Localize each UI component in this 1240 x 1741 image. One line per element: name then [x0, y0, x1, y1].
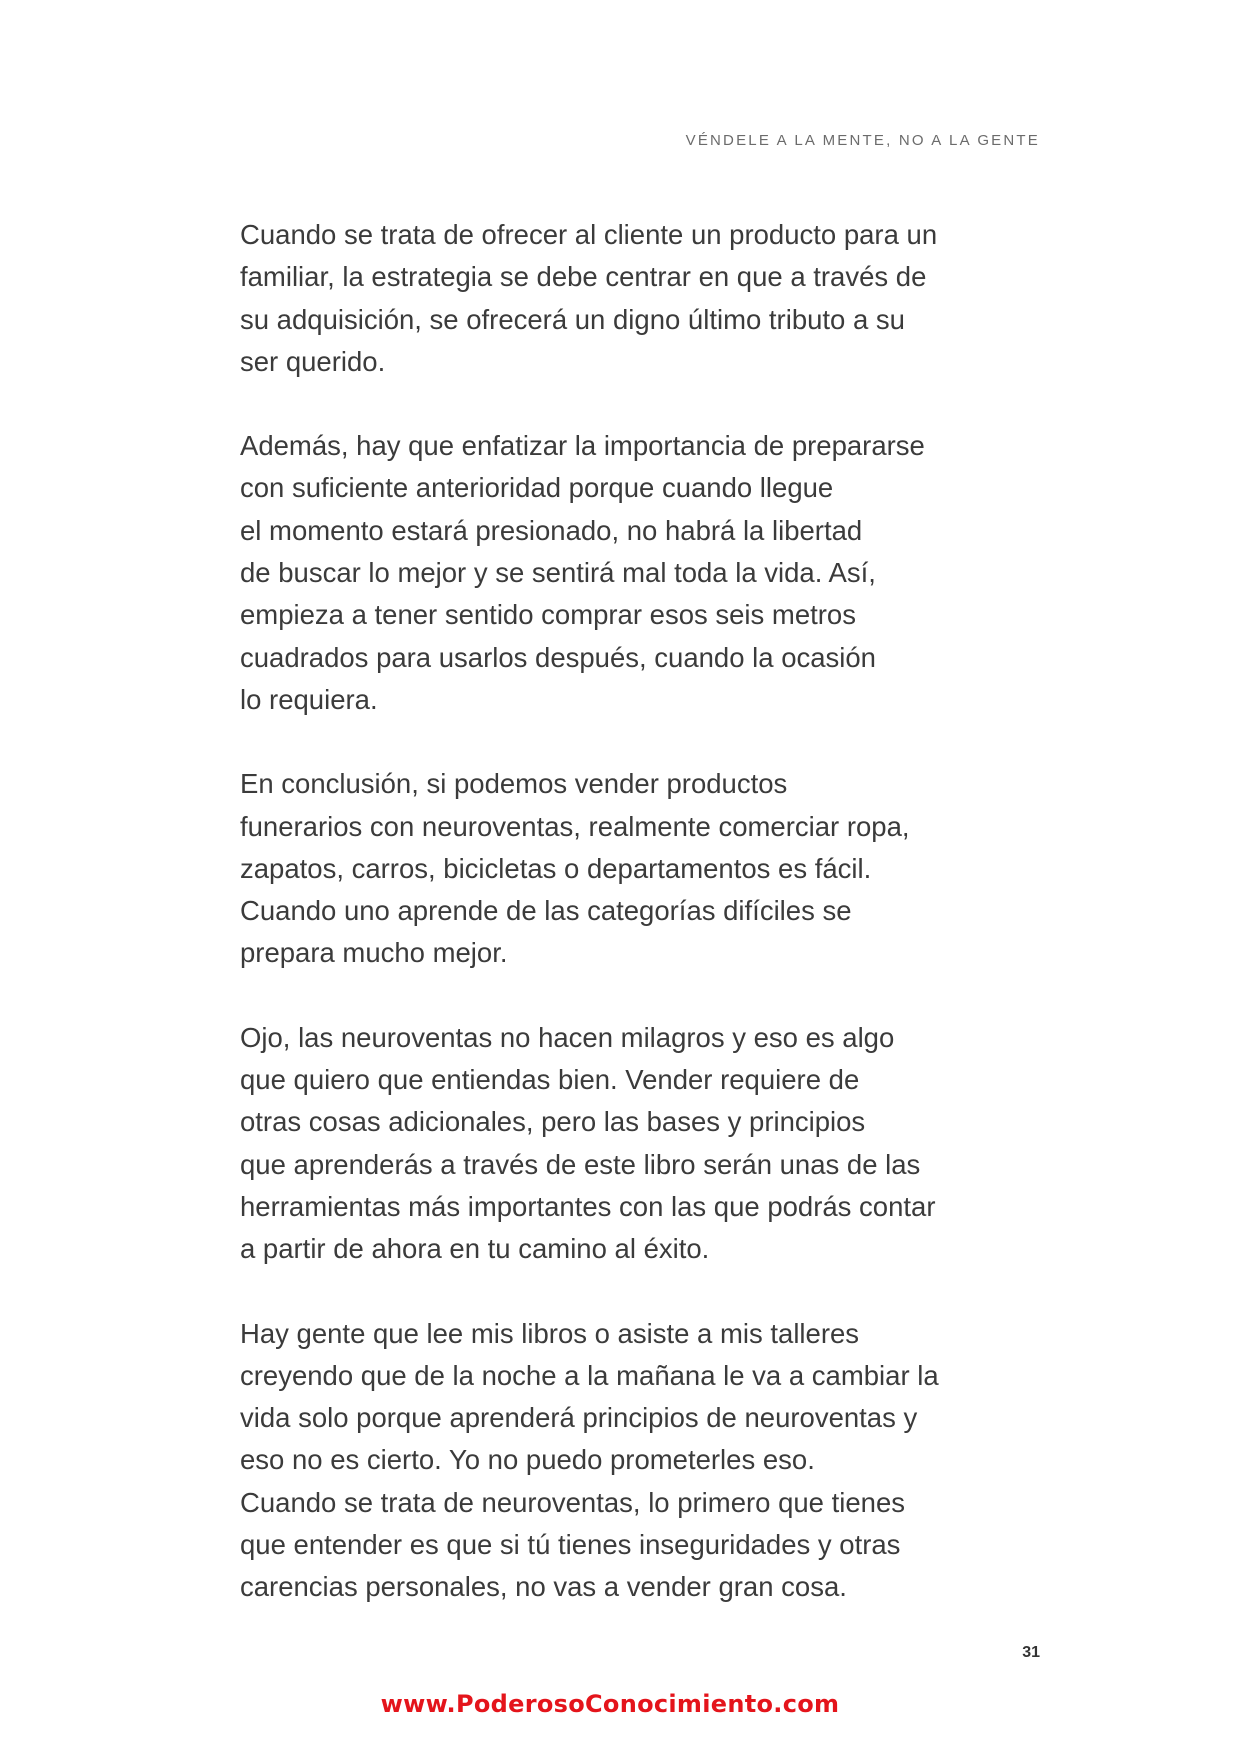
running-header: VÉNDELE A LA MENTE, NO A LA GENTE	[685, 132, 1040, 149]
text-line: En conclusión, si podemos vender productos	[240, 768, 788, 800]
paragraph	[240, 1017, 1060, 1271]
paragraph	[240, 425, 1060, 721]
text-line: creyendo que de la noche a la mañana le va a cambiar la	[240, 1359, 939, 1391]
body-text	[240, 214, 1060, 1651]
text-line: Cuando se trata de ofrecer al cliente un producto para un	[240, 219, 938, 250]
text-line: ser querido.	[240, 345, 386, 377]
text-line: Cuando uno aprende de las categorías difíciles se	[240, 895, 852, 927]
text-line: Hay gente que lee mis libros o asiste a mis talleres	[240, 1317, 860, 1349]
text-line: prepara mucho mejor.	[240, 937, 508, 969]
text-line: funerarios con neuroventas, realmente comerciar ropa,	[240, 810, 910, 842]
text-line: a partir de ahora en tu camino al éxito.	[240, 1233, 710, 1265]
text-line: de buscar lo mejor y se sentirá mal toda la vida. Así,	[240, 557, 876, 589]
text-line: Además, hay que enfatizar la importancia de prepararse	[240, 430, 925, 462]
page-number: 31	[1022, 1644, 1040, 1661]
text-line: su adquisición, se ofrecerá un digno último tributo a su	[240, 303, 905, 335]
text-line: que aprenderás a través de este libro serán unas de las	[240, 1148, 921, 1180]
text-line: que entender es que si tú tienes inseguridades y otras	[240, 1529, 901, 1561]
text-line: lo requiera.	[240, 683, 378, 715]
text-line: Cuando se trata de neuroventas, lo primero que tienes	[240, 1486, 905, 1518]
text-line: zapatos, carros, bicicletas o departamentos es fácil.	[240, 852, 872, 884]
paragraph	[240, 1313, 1060, 1609]
text-line: con suficiente anterioridad porque cuando llegue	[240, 472, 834, 504]
text-line: otras cosas adicionales, pero las bases y principios	[240, 1106, 866, 1138]
text-line: eso no es cierto. Yo no puedo prometerles eso.	[240, 1444, 815, 1476]
paragraph	[240, 763, 1060, 974]
text-line: cuadrados para usarlos después, cuando la ocasión	[240, 641, 876, 673]
text-line: herramientas más importantes con las que podrás contar	[240, 1190, 936, 1222]
text-line: carencias personales, no vas a vender gran cosa.	[240, 1571, 847, 1603]
text-line: el momento estará presionado, no habrá la libertad	[240, 514, 863, 546]
paragraph	[240, 214, 1060, 383]
text-line: familiar, la estrategia se debe centrar en que a través de	[240, 261, 927, 293]
text-line: Ojo, las neuroventas no hacen milagros y eso es algo	[240, 1021, 895, 1053]
text-line: que quiero que entiendas bien. Vender requiere de	[240, 1064, 860, 1096]
text-line: vida solo porque aprenderá principios de neuroventas y	[240, 1402, 918, 1434]
watermark-link[interactable]: www.PoderosoConocimiento.com	[380, 1690, 840, 1718]
text-line: empieza a tener sentido comprar esos seis metros	[240, 599, 856, 631]
